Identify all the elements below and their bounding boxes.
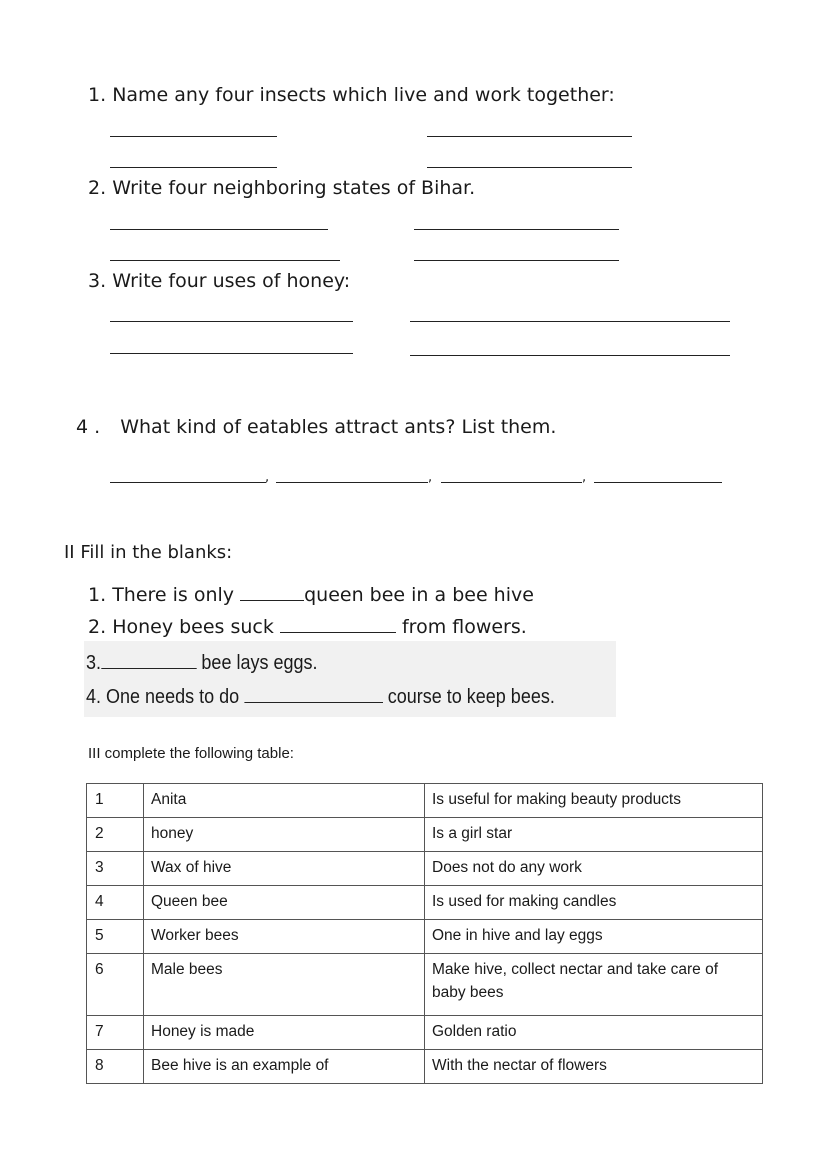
question-text: Write four uses of honey:	[112, 270, 351, 292]
item-text: There is only	[112, 584, 235, 606]
fill-blank-item	[88, 616, 527, 638]
table-row	[87, 920, 763, 954]
item-text: from flowers.	[401, 616, 527, 638]
table-row	[87, 1050, 763, 1084]
right-cell: Is used for making candles	[425, 886, 763, 920]
fill-blank-item	[86, 686, 555, 709]
question-number: 3.	[88, 270, 107, 292]
row-number: 1	[87, 784, 144, 818]
left-cell: Male bees	[144, 954, 425, 1016]
answer-blank[interactable]	[110, 136, 277, 137]
fill-blank[interactable]	[244, 688, 383, 703]
question-text: Name any four insects which live and work together:	[112, 84, 615, 106]
comma-separator: ,	[428, 470, 433, 485]
left-cell: Worker bees	[144, 920, 425, 954]
row-number: 6	[87, 954, 144, 1016]
answer-blank[interactable]	[110, 229, 328, 230]
table-row	[87, 1016, 763, 1050]
right-cell: Is a girl star	[425, 818, 763, 852]
item-text: course to keep bees.	[387, 686, 555, 708]
question-text: What kind of eatables attract ants? List them.	[120, 416, 557, 438]
answer-blank[interactable]	[414, 260, 619, 261]
question-text: Write four neighboring states of Bihar.	[112, 177, 476, 199]
question-number: 2.	[88, 177, 107, 199]
table-row	[87, 852, 763, 886]
left-cell: Anita	[144, 784, 425, 818]
answer-blank[interactable]	[410, 355, 730, 356]
right-cell: Does not do any work	[425, 852, 763, 886]
answer-blank[interactable]	[276, 482, 428, 483]
item-number: 3.	[86, 652, 102, 674]
question-number: 1.	[88, 84, 107, 106]
fill-blank-item	[88, 584, 534, 606]
item-text: bee lays eggs.	[201, 652, 318, 674]
answer-blank[interactable]	[427, 136, 632, 137]
answer-blank[interactable]	[110, 167, 277, 168]
question-3	[88, 270, 350, 292]
fill-blank[interactable]	[101, 654, 196, 669]
right-cell: Golden ratio	[425, 1016, 763, 1050]
comma-separator: ,	[582, 470, 587, 485]
answer-blank[interactable]	[427, 167, 632, 168]
answer-blank[interactable]	[110, 482, 266, 483]
table-row	[87, 886, 763, 920]
item-number: 1.	[88, 584, 107, 606]
row-number: 4	[87, 886, 144, 920]
left-cell: honey	[144, 818, 425, 852]
fill-blank[interactable]	[240, 586, 304, 601]
answer-blank[interactable]	[110, 353, 353, 354]
row-number: 5	[87, 920, 144, 954]
item-number: 4.	[86, 686, 102, 708]
item-text: queen bee in a bee hive	[304, 584, 534, 606]
item-text: Honey bees suck	[112, 616, 274, 638]
row-number: 2	[87, 818, 144, 852]
match-table	[86, 783, 763, 1084]
item-number: 2.	[88, 616, 107, 638]
item-text: One needs to do	[106, 686, 240, 708]
answer-blank[interactable]	[414, 229, 619, 230]
right-cell: One in hive and lay eggs	[425, 920, 763, 954]
fill-blank[interactable]	[280, 618, 396, 633]
answer-blank[interactable]	[410, 321, 730, 322]
answer-blank[interactable]	[110, 260, 340, 261]
fill-blank-item	[86, 652, 318, 675]
comma-separator: ,	[265, 470, 270, 485]
row-number: 7	[87, 1016, 144, 1050]
question-2	[88, 177, 475, 199]
question-4	[76, 416, 556, 438]
right-cell: With the nectar of flowers	[425, 1050, 763, 1084]
left-cell: Queen bee	[144, 886, 425, 920]
right-cell: Is useful for making beauty products	[425, 784, 763, 818]
answer-blank[interactable]	[441, 482, 582, 483]
table-row	[87, 784, 763, 818]
section-heading-table: III complete the following table:	[88, 745, 294, 762]
answer-blank[interactable]	[110, 321, 353, 322]
table-row	[87, 954, 763, 1016]
question-1	[88, 84, 615, 106]
left-cell: Bee hive is an example of	[144, 1050, 425, 1084]
left-cell: Honey is made	[144, 1016, 425, 1050]
right-cell: Make hive, collect nectar and take care of baby bees	[425, 954, 763, 1016]
row-number: 3	[87, 852, 144, 886]
left-cell: Wax of hive	[144, 852, 425, 886]
table-row	[87, 818, 763, 852]
section-heading-fill-blanks: II Fill in the blanks:	[64, 542, 233, 563]
answer-blank[interactable]	[594, 482, 722, 483]
row-number: 8	[87, 1050, 144, 1084]
question-number: 4 .	[76, 416, 101, 438]
